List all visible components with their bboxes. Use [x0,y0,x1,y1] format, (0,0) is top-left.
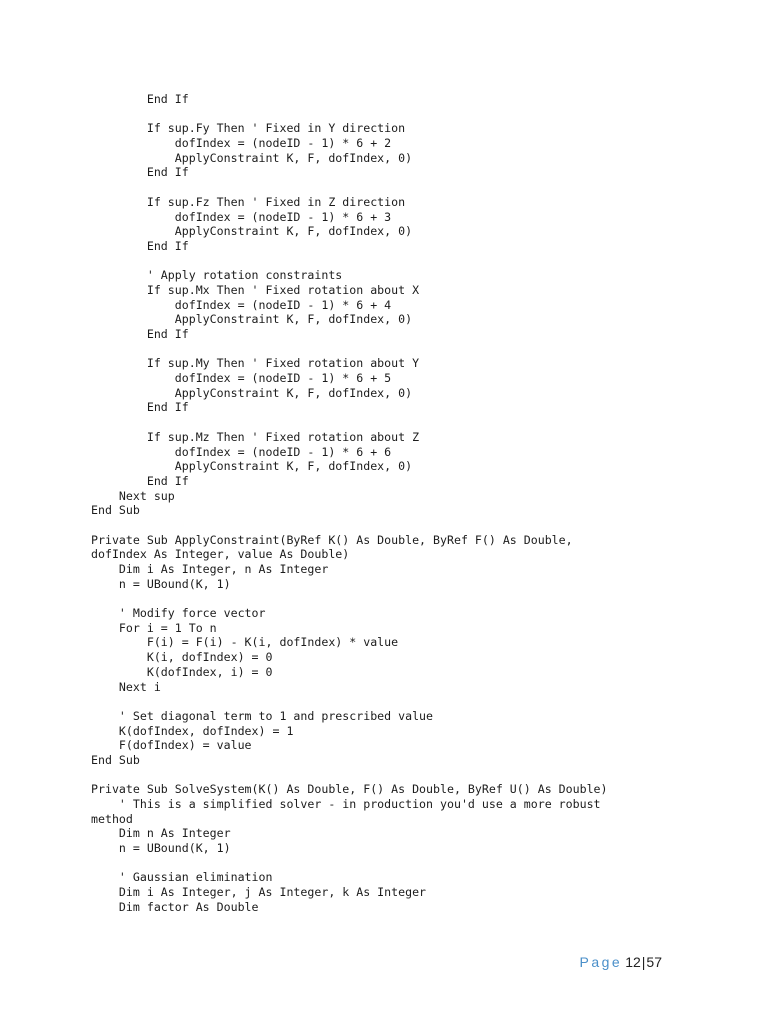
code-line: ' Apply rotation constraints [91,268,343,283]
code-line: ' Gaussian elimination [91,870,273,885]
code-line: dofIndex = (nodeID - 1) * 6 + 4 [91,297,392,312]
code-line: F(dofIndex) = value [91,738,252,753]
code-line: ApplyConstraint K, F, dofIndex, 0) [91,224,413,239]
code-line: dofIndex = (nodeID - 1) * 6 + 5 [91,371,392,386]
code-line: Private Sub SolveSystem(K() As Double, F() As Double, ByRef U() As Double) [91,782,608,797]
code-line [91,180,731,195]
code-line: n = UBound(K, 1) [91,841,231,856]
code-line [91,591,731,606]
code-line: End Sub [91,752,140,767]
code-line: ApplyConstraint K, F, dofIndex, 0) [91,385,413,400]
code-line: Next sup [91,488,175,503]
code-line: dofIndex = (nodeID - 1) * 6 + 3 [91,209,392,224]
code-line: ' Set diagonal term to 1 and prescribed value [91,708,434,723]
code-line: ApplyConstraint K, F, dofIndex, 0) [91,312,413,327]
code-line: Dim factor As Double [91,899,259,914]
code-line: n = UBound(K, 1) [91,576,231,591]
code-line [91,254,731,269]
code-line: End If [91,92,189,106]
code-line: dofIndex As Integer, value As Double) [91,547,350,562]
page-label: Page [579,954,623,970]
code-line: ApplyConstraint K, F, dofIndex, 0) [91,150,413,165]
code-line [91,518,731,533]
code-line: Private Sub ApplyConstraint(ByRef K() As Double, ByRef F() As Double, [91,532,573,547]
code-line: For i = 1 To n [91,620,217,635]
code-line: If sup.Mz Then ' Fixed rotation about Z [91,429,420,444]
code-line: method [91,811,133,826]
code-line: Dim i As Integer, j As Integer, k As Integer [91,885,427,900]
current-page-number: 12 [625,954,641,970]
code-line: End If [91,473,189,488]
code-line: End If [91,165,189,180]
code-line: End Sub [91,503,140,518]
code-line: End If [91,400,189,415]
code-line: End If [91,327,189,341]
code-line: K(dofIndex, dofIndex) = 1 [91,723,294,738]
code-line: End If [91,238,189,253]
code-line: ApplyConstraint K, F, dofIndex, 0) [91,459,413,474]
page-separator: | [641,954,646,970]
code-line: K(dofIndex, i) = 0 [91,664,273,679]
total-pages-number: 57 [646,954,662,970]
page-footer [580,954,663,970]
code-line: If sup.Fz Then ' Fixed in Z direction [91,194,406,209]
code-line: ' This is a simplified solver - in production you'd use a more robust [91,797,601,811]
code-line: dofIndex = (nodeID - 1) * 6 + 6 [91,444,392,459]
code-line: Dim i As Integer, n As Integer [91,562,329,576]
code-line: Next i [91,679,161,694]
code-line [91,342,731,357]
code-line [91,107,731,122]
code-line [91,415,731,430]
code-line: If sup.My Then ' Fixed rotation about Y [91,356,420,371]
code-line: If sup.Mx Then ' Fixed rotation about X [91,282,420,297]
code-line [91,768,731,783]
code-line: K(i, dofIndex) = 0 [91,650,273,665]
code-line: dofIndex = (nodeID - 1) * 6 + 2 [91,136,392,151]
code-line [91,856,731,871]
code-block [91,92,731,915]
code-line: If sup.Fy Then ' Fixed in Y direction [91,121,406,136]
code-line: ' Modify force vector [91,606,266,621]
code-line [91,694,731,709]
code-line: F(i) = F(i) - K(i, dofIndex) * value [91,635,399,650]
code-line: Dim n As Integer [91,826,231,841]
